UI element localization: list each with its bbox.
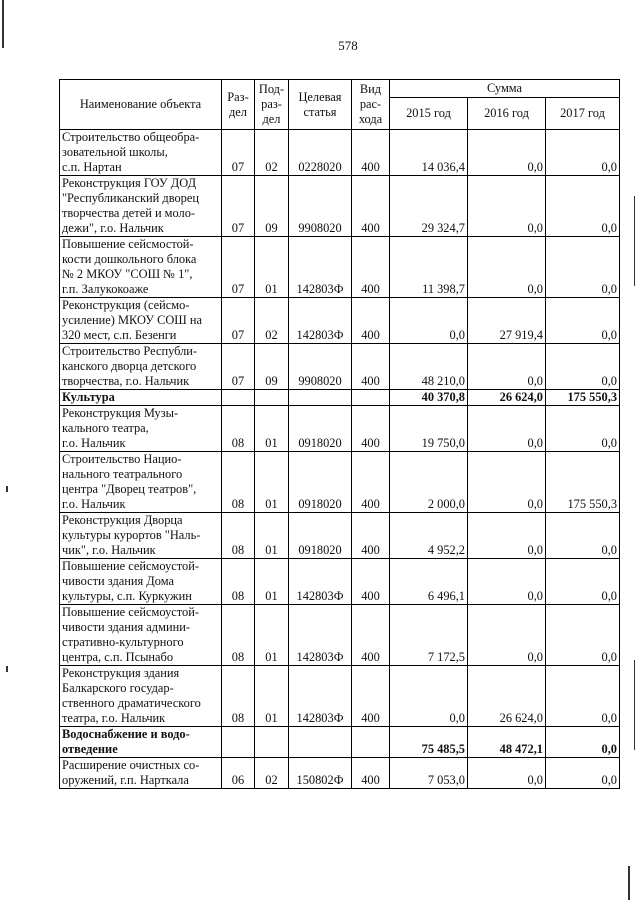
- table-row: [60, 758, 620, 789]
- header-sum: Сумма: [390, 80, 620, 98]
- cell-sum-2016: 0,0: [468, 130, 546, 176]
- table-row: [60, 452, 620, 513]
- budget-table: [59, 79, 620, 789]
- cell-subsection: 01: [255, 452, 289, 513]
- table-body: [60, 130, 620, 789]
- cell-subsection: 02: [255, 298, 289, 344]
- cell-sum-2017: 175 550,3: [546, 390, 620, 406]
- cell-subsection: 01: [255, 237, 289, 298]
- cell-subsection: 01: [255, 666, 289, 727]
- cell-section: 08: [222, 452, 255, 513]
- cell-sum-2015: 0,0: [390, 298, 468, 344]
- cell-section: 08: [222, 513, 255, 559]
- cell-sum-2015: 19 750,0: [390, 406, 468, 452]
- cell-sum-2017: 0,0: [546, 605, 620, 666]
- cell-subsection: 01: [255, 406, 289, 452]
- cell-expense-type: 400: [352, 605, 390, 666]
- cell-target-item: 9908020: [289, 344, 352, 390]
- cell-sum-2016: 0,0: [468, 559, 546, 605]
- cell-sum-2017: 0,0: [546, 130, 620, 176]
- cell-expense-type: 400: [352, 758, 390, 789]
- cell-target-item: 142803Ф: [289, 237, 352, 298]
- cell-sum-2015: 14 036,4: [390, 130, 468, 176]
- cell-expense-type: [352, 727, 390, 758]
- cell-name: Реконструкция Музы- кального театра, г.о. Нальчик: [60, 406, 222, 452]
- cell-subsection: 02: [255, 130, 289, 176]
- header-name: Наименование объекта: [60, 80, 222, 130]
- cell-section: 08: [222, 406, 255, 452]
- cell-name: Реконструкция ГОУ ДОД "Республиканский дворец творчества детей и моло- дежи", г.о. Нальчик: [60, 176, 222, 237]
- cell-name: Реконструкция (сейсмо- усиление) МКОУ СОШ на 320 мест, с.п. Безенги: [60, 298, 222, 344]
- cell-section: 07: [222, 130, 255, 176]
- cell-subsection: 01: [255, 605, 289, 666]
- cell-section: [222, 390, 255, 406]
- header-year-2015: 2015 год: [390, 98, 468, 130]
- cell-name: Реконструкция здания Балкарского государ- ственного драматического театра, г.о. Нальчик: [60, 666, 222, 727]
- cell-expense-type: [352, 390, 390, 406]
- page-number: 578: [338, 38, 358, 53]
- cell-section: 07: [222, 176, 255, 237]
- cell-expense-type: 400: [352, 298, 390, 344]
- cell-expense-type: 400: [352, 237, 390, 298]
- cell-sum-2016: 48 472,1: [468, 727, 546, 758]
- cell-expense-type: 400: [352, 130, 390, 176]
- table-header: [60, 80, 620, 130]
- cell-sum-2015: 4 952,2: [390, 513, 468, 559]
- cell-sum-2017: 0,0: [546, 559, 620, 605]
- scan-edge-mark: [6, 666, 8, 672]
- cell-subsection: 09: [255, 344, 289, 390]
- header-expense-type: Вид рас- хода: [352, 80, 390, 130]
- cell-expense-type: 400: [352, 513, 390, 559]
- cell-expense-type: 400: [352, 176, 390, 237]
- cell-name: Водоснабжение и водо- отведение: [60, 727, 222, 758]
- cell-target-item: 0918020: [289, 452, 352, 513]
- cell-section: 08: [222, 605, 255, 666]
- cell-sum-2015: 6 496,1: [390, 559, 468, 605]
- cell-sum-2017: 0,0: [546, 344, 620, 390]
- cell-target-item: 0918020: [289, 513, 352, 559]
- cell-sum-2016: 0,0: [468, 406, 546, 452]
- table-row: [60, 176, 620, 237]
- cell-sum-2015: 48 210,0: [390, 344, 468, 390]
- cell-sum-2017: 0,0: [546, 237, 620, 298]
- cell-name: Повышение сейсмостой- кости дошкольного блока № 2 МКОУ "СОШ № 1", г.п. Залукокоаже: [60, 237, 222, 298]
- cell-target-item: 142803Ф: [289, 605, 352, 666]
- cell-sum-2017: 0,0: [546, 513, 620, 559]
- cell-sum-2016: 27 919,4: [468, 298, 546, 344]
- table-row: [60, 406, 620, 452]
- cell-sum-2015: 29 324,7: [390, 176, 468, 237]
- cell-section: 07: [222, 298, 255, 344]
- cell-sum-2016: 0,0: [468, 237, 546, 298]
- cell-sum-2017: 0,0: [546, 298, 620, 344]
- scan-edge-mark: [634, 660, 635, 750]
- cell-sum-2017: 0,0: [546, 758, 620, 789]
- section-row: [60, 390, 620, 406]
- cell-name: Строительство Нацио- нального театрального центра "Дворец театров", г.о. Нальчик: [60, 452, 222, 513]
- cell-subsection: 01: [255, 513, 289, 559]
- cell-section: 08: [222, 666, 255, 727]
- scan-edge-mark: [6, 486, 8, 492]
- cell-sum-2017: 0,0: [546, 666, 620, 727]
- header-year-2017: 2017 год: [546, 98, 620, 130]
- cell-subsection: 09: [255, 176, 289, 237]
- cell-name: Повышение сейсмоустой- чивости здания Дома культуры, с.п. Куркужин: [60, 559, 222, 605]
- cell-sum-2015: 75 485,5: [390, 727, 468, 758]
- cell-sum-2016: 0,0: [468, 452, 546, 513]
- cell-section: 07: [222, 237, 255, 298]
- cell-section: 07: [222, 344, 255, 390]
- cell-name: Повышение сейсмоустой- чивости здания админи- стративно-культурного центра, с.п. Псынабо: [60, 605, 222, 666]
- table-row: [60, 513, 620, 559]
- cell-target-item: 0228020: [289, 130, 352, 176]
- cell-expense-type: 400: [352, 406, 390, 452]
- cell-target-item: [289, 727, 352, 758]
- cell-sum-2015: 40 370,8: [390, 390, 468, 406]
- cell-sum-2016: 0,0: [468, 513, 546, 559]
- cell-sum-2015: 7 053,0: [390, 758, 468, 789]
- table-row: [60, 237, 620, 298]
- cell-target-item: 9908020: [289, 176, 352, 237]
- cell-subsection: [255, 727, 289, 758]
- cell-sum-2015: 2 000,0: [390, 452, 468, 513]
- scan-edge-mark: [634, 196, 635, 286]
- cell-target-item: 0918020: [289, 406, 352, 452]
- table-row: [60, 605, 620, 666]
- header-section: Раз- дел: [222, 80, 255, 130]
- cell-section: [222, 727, 255, 758]
- cell-sum-2016: 0,0: [468, 176, 546, 237]
- section-row: [60, 727, 620, 758]
- cell-target-item: [289, 390, 352, 406]
- cell-section: 06: [222, 758, 255, 789]
- cell-name: Культура: [60, 390, 222, 406]
- table-row: [60, 130, 620, 176]
- cell-name: Строительство Республи- канского дворца детского творчества, г.о. Нальчик: [60, 344, 222, 390]
- cell-sum-2015: 7 172,5: [390, 605, 468, 666]
- table-row: [60, 666, 620, 727]
- cell-sum-2016: 0,0: [468, 344, 546, 390]
- cell-expense-type: 400: [352, 452, 390, 513]
- table-row: [60, 344, 620, 390]
- cell-expense-type: 400: [352, 559, 390, 605]
- cell-target-item: 142803Ф: [289, 559, 352, 605]
- cell-sum-2017: 0,0: [546, 176, 620, 237]
- cell-subsection: [255, 390, 289, 406]
- header-subsection: Под- раз- дел: [255, 80, 289, 130]
- cell-subsection: 02: [255, 758, 289, 789]
- cell-expense-type: 400: [352, 666, 390, 727]
- cell-section: 08: [222, 559, 255, 605]
- cell-sum-2016: 0,0: [468, 758, 546, 789]
- header-target-item: Целевая статья: [289, 80, 352, 130]
- cell-name: Строительство общеобра- зовательной школы, с.п. Нартан: [60, 130, 222, 176]
- cell-sum-2017: 0,0: [546, 406, 620, 452]
- table-row: [60, 559, 620, 605]
- cell-target-item: 150802Ф: [289, 758, 352, 789]
- cell-name: Расширение очистных со- оружений, г.п. Нарткала: [60, 758, 222, 789]
- cell-name: Реконструкция Дворца культуры курортов "Наль- чик", г.о. Нальчик: [60, 513, 222, 559]
- cell-sum-2016: 26 624,0: [468, 666, 546, 727]
- cell-expense-type: 400: [352, 344, 390, 390]
- cell-sum-2017: 0,0: [546, 727, 620, 758]
- cell-target-item: 142803Ф: [289, 666, 352, 727]
- cell-subsection: 01: [255, 559, 289, 605]
- header-year-2016: 2016 год: [468, 98, 546, 130]
- table-row: [60, 298, 620, 344]
- cell-sum-2015: 11 398,7: [390, 237, 468, 298]
- cell-sum-2016: 0,0: [468, 605, 546, 666]
- cell-sum-2016: 26 624,0: [468, 390, 546, 406]
- cell-sum-2017: 175 550,3: [546, 452, 620, 513]
- cell-sum-2015: 0,0: [390, 666, 468, 727]
- scan-edge-mark: [628, 866, 630, 900]
- cell-target-item: 142803Ф: [289, 298, 352, 344]
